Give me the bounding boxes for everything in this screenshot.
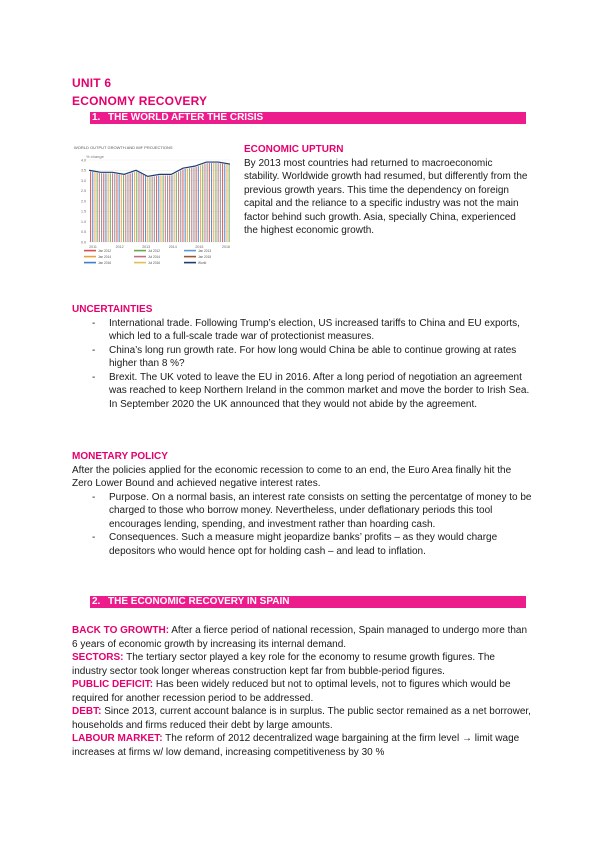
bar	[178, 172, 179, 242]
y-tick-label: 0.0	[81, 240, 86, 245]
legend-swatch	[84, 250, 96, 252]
bar	[191, 168, 192, 242]
world-growth-chart	[72, 142, 238, 272]
y-tick-label: 3.0	[81, 178, 86, 183]
bar	[176, 173, 177, 242]
economic-upturn	[244, 143, 530, 238]
uncertainties-list	[72, 317, 532, 412]
spain-label: LABOUR MARKET:	[72, 733, 163, 744]
bar	[125, 175, 126, 242]
section-label: THE WORLD AFTER THE CRISIS	[108, 112, 264, 123]
bar	[116, 174, 117, 242]
list-item: - China’s long run growth rate. For how long would China be able to continue growing at rates higher than 8 %?	[92, 344, 532, 371]
legend-swatch	[134, 250, 146, 252]
spain-paragraph	[72, 732, 532, 759]
bar	[189, 168, 190, 242]
y-tick-label: 2.0	[81, 199, 86, 204]
section-header-1	[90, 112, 526, 124]
bar	[121, 175, 122, 242]
legend-label: World	[198, 261, 207, 265]
bar	[123, 175, 124, 242]
y-tick-label: 1.0	[81, 219, 86, 224]
spain-paragraph	[72, 678, 532, 705]
bar	[182, 170, 183, 242]
legend-label: Jan 2014	[98, 255, 112, 259]
bar	[174, 174, 175, 242]
legend-swatch	[134, 256, 146, 258]
bar	[119, 174, 120, 242]
spain-paragraph	[72, 651, 532, 678]
spain-paragraph	[72, 624, 532, 651]
legend-swatch	[84, 262, 96, 264]
x-tick-label: 2013	[142, 245, 151, 249]
spain-text: The reform of 2012 decentralized wage bargaining at the firm level → limit wage increases at firms w/ low demand, increasing competitiveness by 30 %	[72, 733, 520, 758]
list-item: - Purpose. On a normal basis, an interest rate consists on setting the percentatge of money to be charged to those who borrow money. Nevertheless, under deflationary periods this tool encourages lending, spending, and investment rather than hoarding cash.	[92, 491, 532, 532]
uncertainties-heading: UNCERTAINTIES	[72, 304, 153, 315]
legend-swatch	[134, 262, 146, 264]
bar	[165, 175, 166, 242]
bar	[193, 167, 194, 242]
monetary-heading: MONETARY POLICY	[72, 451, 168, 462]
spain-text: Since 2013, current account balance is in surplus. The public sector remained as a net borrower, households and firms reduced their debt by large amounts.	[72, 706, 531, 731]
bar	[215, 163, 216, 242]
bar	[132, 173, 133, 242]
legend-label: Jan 2012	[98, 249, 112, 253]
x-tick-label: 2011	[89, 245, 97, 249]
spain-text: After a fierce period of national recession, Spain managed to undergo more than 6 years of economic growth by increasing its internal demand.	[72, 625, 528, 650]
bar	[92, 172, 93, 242]
bar	[141, 174, 142, 242]
monetary-list	[72, 491, 532, 559]
upturn-heading: ECONOMIC UPTURN	[244, 144, 344, 155]
spain-label: SECTORS:	[72, 652, 124, 663]
section-label: THE ECONOMIC RECOVERY IN SPAIN	[108, 596, 290, 607]
legend-label: Jul 2014	[148, 255, 161, 259]
chart-subtitle: % change	[86, 154, 104, 159]
list-item: - Brexit. The UK voted to leave the EU in 2016. After a long period of negotiation an agreement was reached to keep Northern Ireland in the common market and move the border to Irish Sea. In September 2020 the UK announced that they would not abide by the agreement.	[92, 371, 532, 412]
y-tick-label: 1.5	[81, 209, 86, 214]
bar	[138, 173, 139, 242]
bar	[145, 176, 146, 242]
bar	[108, 173, 109, 242]
legend-label: Jan 2016	[98, 261, 112, 265]
bar	[226, 164, 227, 242]
chart-title: WORLD OUTPUT GROWTH AND IMF PROJECTIONS	[74, 145, 173, 150]
bar	[180, 171, 181, 242]
list-item: - Consequences. Such a measure might jeopardize banks’ profits – as they would charge depositors who would hence opt for holding cash – and lead to inflation.	[92, 531, 532, 558]
bar	[200, 165, 201, 242]
bar	[169, 175, 170, 242]
legend-swatch	[184, 256, 196, 258]
spain-label: DEBT:	[72, 706, 102, 717]
bar	[147, 177, 148, 242]
bar	[130, 174, 131, 242]
bar	[99, 173, 100, 242]
y-tick-label: 4.0	[81, 158, 86, 163]
bar	[143, 175, 144, 242]
upturn-text: By 2013 most countries had returned to macroeconomic stability. Worldwide growth had resumed, but differently from the previous growth years. This time the dependency on foreign capital and the reliance to a specific industry was not the main factor behind such growth. Asia, specially China, experienced the highest economic growth.	[244, 157, 528, 236]
bar	[156, 176, 157, 242]
x-tick-label: 2012	[115, 245, 124, 249]
legend-label: Jul 2016	[148, 261, 161, 265]
bar	[196, 167, 197, 242]
bar	[149, 177, 150, 242]
spain-paragraph	[72, 705, 532, 732]
x-tick-label: 2014	[168, 245, 177, 249]
legend-label: Jan 2013	[198, 249, 212, 253]
bar	[101, 173, 102, 242]
bar	[114, 174, 115, 242]
bar	[224, 164, 225, 242]
y-tick-label: 3.5	[81, 168, 86, 173]
bar	[94, 172, 95, 242]
section-number: 1.	[92, 112, 101, 123]
bar	[105, 173, 106, 242]
x-tick-label: 2015	[195, 245, 204, 249]
section-header-2	[90, 596, 526, 608]
legend-swatch	[84, 256, 96, 258]
bar	[207, 163, 208, 242]
bar	[154, 176, 155, 242]
legend-label: Jul 2012	[148, 249, 161, 253]
spain-text: Has been widely reduced but not to optimal levels, not to figures which would be required for another recession period to be addressed.	[72, 679, 511, 704]
bar	[198, 166, 199, 242]
bar	[110, 173, 111, 242]
bar	[211, 163, 212, 242]
monetary-intro: After the policies applied for the economic recession to come to an end, the Euro Area finally hit the Zero Lower Bound and achieved negative interest rates.	[72, 464, 512, 489]
chart-svg	[72, 142, 238, 272]
spain-recovery-section	[72, 624, 532, 759]
spain-label: BACK TO GROWTH:	[72, 625, 170, 636]
bar	[152, 177, 153, 242]
bar	[103, 173, 104, 242]
y-tick-label: 0.5	[81, 230, 86, 235]
legend-swatch	[184, 250, 196, 252]
bar	[97, 173, 98, 242]
monetary-policy-section	[72, 450, 532, 558]
bar	[218, 163, 219, 242]
legend-label: Jan 2015	[198, 255, 212, 259]
uncertainties-section	[72, 303, 532, 411]
unit-title: UNIT 6	[72, 76, 112, 90]
bar	[90, 171, 91, 242]
unit-subtitle: ECONOMY RECOVERY	[72, 94, 208, 108]
bar	[171, 175, 172, 242]
bar	[112, 173, 113, 242]
bar	[136, 171, 137, 242]
bar	[134, 172, 135, 242]
bar	[204, 164, 205, 242]
spain-label: PUBLIC DEFICIT:	[72, 679, 154, 690]
bar	[213, 163, 214, 242]
bar	[167, 175, 168, 242]
list-item: - International trade. Following Trump’s election, US increased tariffs to China and EU exports, which led to a full-scale trade war of protectionist measures.	[92, 317, 532, 344]
bar	[187, 169, 188, 242]
y-tick-label: 2.5	[81, 189, 86, 194]
bar	[127, 174, 128, 242]
bar	[158, 176, 159, 242]
bar	[160, 175, 161, 242]
x-tick-label: 2016	[222, 245, 230, 249]
legend-swatch	[184, 262, 196, 264]
bar	[163, 175, 164, 242]
bar	[220, 163, 221, 242]
bar	[209, 163, 210, 242]
section-number: 2.	[92, 596, 101, 607]
spain-text: The tertiary sector played a key role for the economy to resume growth figures. The industry sector took longer whereas construction kept far from bubble-period figures.	[72, 652, 495, 677]
bar	[229, 165, 230, 242]
bar	[222, 164, 223, 242]
bar	[202, 165, 203, 242]
bar	[185, 169, 186, 242]
